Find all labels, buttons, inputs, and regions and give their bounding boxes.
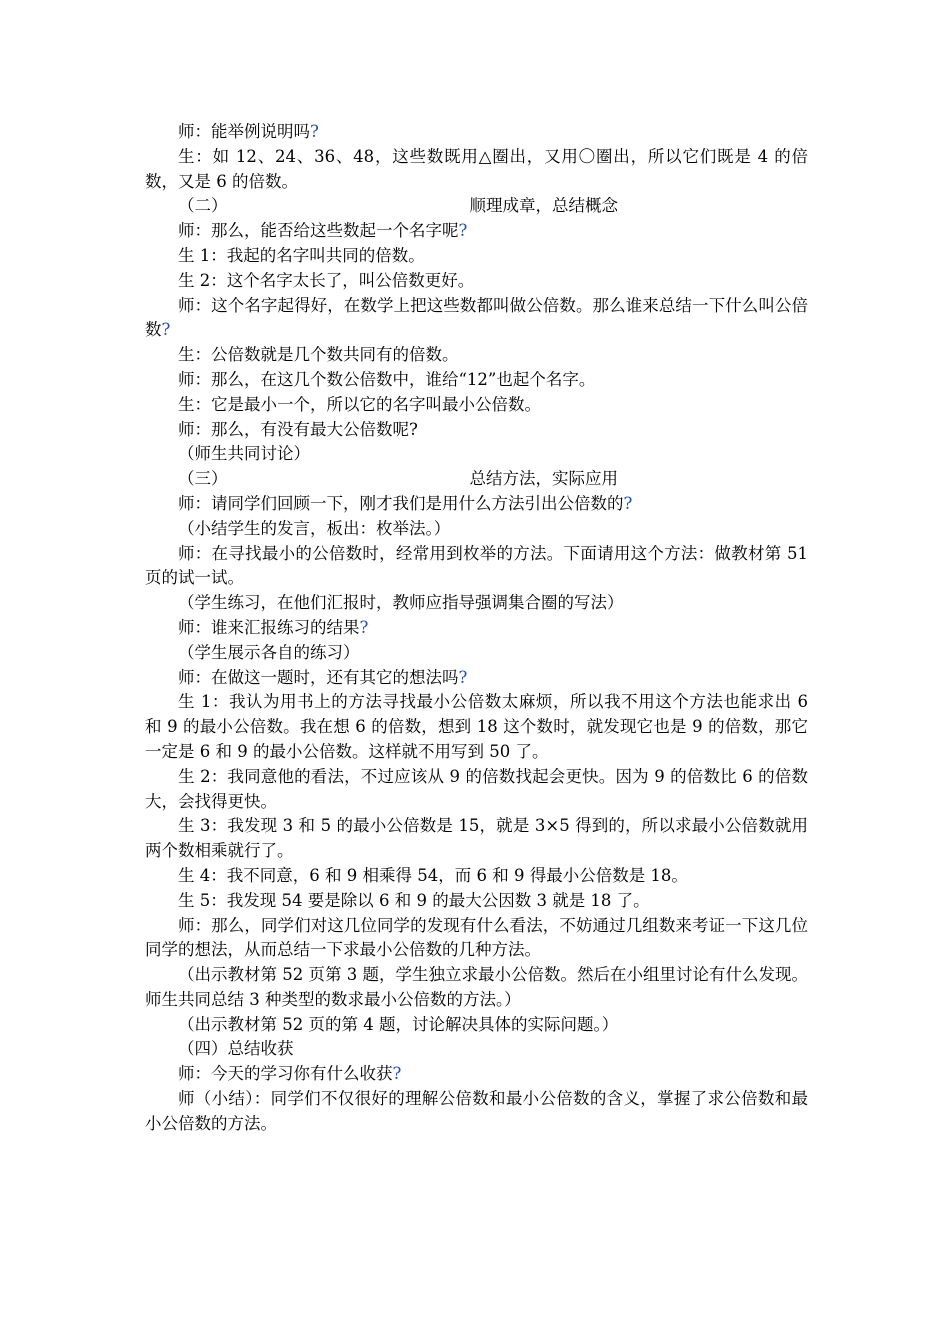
paragraph-text: 师：那么，同学们对这几位同学的发现有什么看法，不妨通过几组数来考证一下这几位同学的想法，从而总结一下求最小公倍数的几种方法。 (145, 915, 808, 960)
paragraph (145, 442, 808, 467)
paragraph (145, 963, 808, 1013)
paragraph (145, 244, 808, 269)
paragraph-text: 师：在做这一题时，还有其它的想法吗 (178, 667, 459, 687)
section-title: 总结方法，实际应用 (469, 469, 618, 489)
paragraph (145, 219, 808, 244)
paragraph-text: 生：公倍数就是几个数共同有的倍数。 (178, 345, 459, 365)
paragraph-text: 生 3：我发现 3 和 5 的最小公倍数是 15，就是 3×5 得到的，所以求最小公倍数就用两个数相乘就行了。 (145, 816, 808, 861)
paragraph (145, 1062, 808, 1087)
question-mark: ? (359, 617, 369, 637)
paragraph-text: 师：这个名字起得好，在数学上把这些数都叫做公倍数。那么谁来总结一下什么叫公倍数 (145, 295, 808, 340)
paragraph-text: 师：请同学们回顾一下，刚才我们是用什么方法引出公倍数的 (178, 493, 624, 513)
paragraph-text: 师（小结）：同学们不仅很好的理解公倍数和最小公倍数的含义，掌握了求公倍数和最小公倍数的方法。 (145, 1089, 808, 1133)
section-number: （三） (178, 469, 228, 489)
paragraph (145, 666, 808, 691)
paragraph-text: 师：今天的学习你有什么收获 (178, 1064, 393, 1084)
paragraph (145, 1013, 808, 1038)
paragraph (145, 914, 808, 964)
paragraph-text: 生：如 12、24、36、48，这些数既用△圈出，又用〇圈出，所以它们既是 4 的倍数，又是 6 的倍数。 (145, 146, 808, 191)
question-mark: ? (310, 122, 319, 141)
section-number: （二） (178, 196, 228, 216)
question-mark: ? (161, 320, 171, 340)
paragraph-text: 师：在寻找最小的公倍数时，经常用到枚举的方法。下面请用这个方法：做教材第 51 页的试一试。 (145, 543, 808, 588)
paragraph (145, 814, 808, 864)
paragraph-text: 生 5：我发现 54 要是除以 6 和 9 的最大公因数 3 就是 18 了。 (178, 890, 650, 910)
paragraph (145, 517, 808, 542)
section-title: 顺理成章，总结概念 (469, 196, 618, 216)
question-mark: ? (458, 667, 468, 687)
paragraph (145, 145, 808, 195)
paragraph (145, 690, 808, 764)
paragraph-text: 生 2：这个名字太长了，叫公倍数更好。 (178, 270, 475, 290)
paragraph (145, 616, 808, 641)
paragraph (145, 393, 808, 418)
paragraph-text: 师：谁来汇报练习的结果 (178, 617, 360, 637)
paragraph (145, 492, 808, 517)
paragraph-text: （学生展示各自的练习） (178, 642, 360, 662)
paragraph (145, 120, 808, 145)
paragraph-text: 生 4：我不同意，6 和 9 相乘得 54，而 6 和 9 得最小公倍数是 18。 (178, 865, 688, 885)
paragraph-text: （小结学生的发言，板出：枚举法。） (178, 518, 451, 538)
paragraph (145, 418, 808, 443)
paragraph (145, 542, 808, 592)
section-heading (145, 467, 808, 492)
paragraph-text: （四）总结收获 (178, 1039, 294, 1059)
paragraph (145, 591, 808, 616)
paragraph-text: 生：它是最小一个，所以它的名字叫最小公倍数。 (178, 394, 541, 414)
paragraph (145, 343, 808, 368)
paragraph-text: 生 1：我起的名字叫共同的倍数。 (178, 245, 425, 265)
paragraph-text: 生 2：我同意他的看法，不过应该从 9 的倍数找起会更快。因为 9 的倍数比 6 的倍数大，会找得更快。 (145, 766, 808, 811)
question-mark: ? (458, 221, 468, 241)
section-heading (145, 194, 808, 219)
paragraph (145, 269, 808, 294)
paragraph-text: （学生练习，在他们汇报时，教师应指导强调集合圈的写法） (178, 593, 624, 613)
paragraph-text: 师：能举例说明吗 (178, 122, 310, 141)
paragraph-text: 师：那么，有没有最大公倍数呢? (178, 419, 418, 439)
paragraph (145, 368, 808, 393)
question-mark: ? (623, 493, 633, 513)
paragraph (145, 1037, 808, 1062)
paragraph-text: （出示教材第 52 页第 3 题，学生独立求最小公倍数。然后在小组里讨论有什么发现。师生共同总结 3 种类型的数求最小公倍数的方法。） (145, 965, 808, 1009)
paragraph-text: 师：那么，能否给这些数起一个名字呢 (178, 221, 459, 241)
paragraph (145, 294, 808, 344)
paragraph (145, 1087, 808, 1137)
paragraph (145, 765, 808, 815)
paragraph (145, 889, 808, 914)
paragraph-text: 生 1：我认为用书上的方法寻找最小公倍数太麻烦，所以我不用这个方法也能求出 6 和 9 的最小公倍数。我在想 6 的倍数，想到 18 这个数时，就发现它也是 9 的倍数，那它一定是 6 和 9 的最小公倍数。这样就不用写到 50 了。 (145, 692, 808, 761)
question-mark: ? (392, 1064, 402, 1084)
paragraph (145, 641, 808, 666)
paragraph-text: 师：那么，在这几个数公倍数中，谁给“12”也起个名字。 (178, 369, 596, 389)
paragraph-text: （出示教材第 52 页的第 4 题，讨论解决具体的实际问题。） (178, 1014, 619, 1034)
document-body (145, 120, 808, 1137)
paragraph-text: （师生共同讨论） (178, 444, 310, 464)
paragraph (145, 864, 808, 889)
